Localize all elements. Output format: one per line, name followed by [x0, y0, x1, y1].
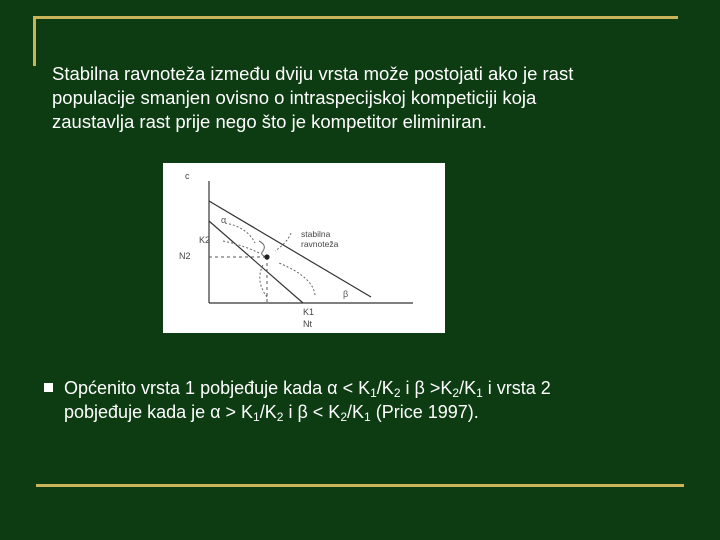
bullet-line-2-part-d: /K	[347, 402, 365, 422]
bullet-line-1-part-b: /K	[376, 378, 394, 398]
subscript: 1	[476, 386, 483, 400]
bullet-line-2-part-c: i β < K	[283, 402, 341, 422]
isocline-species-1	[209, 221, 303, 303]
subscript: 2	[393, 386, 401, 400]
isocline-species-2	[209, 201, 371, 297]
intro-line-3: zaustavlja rast prije nego što je kompetitor eliminiran.	[52, 111, 487, 132]
square-bullet-icon	[44, 383, 53, 392]
k1-label: K1	[303, 307, 315, 317]
diagram-svg	[163, 163, 445, 333]
n2-label: N2	[179, 251, 191, 261]
bullet-line-1-part-c: i β >K	[400, 378, 453, 398]
k2-label: K2	[199, 235, 211, 245]
bullet-line-1-part-d: /K	[459, 378, 477, 398]
frame-top-line	[33, 16, 678, 19]
trajectory-arrow-lower-right	[279, 263, 315, 295]
beta-label: β	[343, 289, 349, 299]
isocline-diagram	[163, 163, 445, 333]
equilibrium-label-line-2: ravnoteža	[301, 239, 339, 249]
bullet-text	[64, 376, 684, 424]
alpha-label: α	[221, 215, 227, 225]
intro-line-1: Stabilna ravnoteža između dviju vrsta može postojati ako je rast	[52, 63, 574, 84]
subscript: 1	[364, 410, 371, 424]
equilibrium-point	[264, 254, 269, 259]
frame-bottom-line	[36, 484, 684, 487]
subscript: 1	[253, 410, 260, 424]
intro-paragraph	[52, 62, 672, 134]
trajectory-arrow-lower	[260, 265, 267, 297]
bullet-line-1	[64, 376, 684, 400]
trajectory-arrow-left	[223, 241, 259, 253]
equilibrium-label-line-1: stabilna	[301, 229, 331, 239]
subscript: 2	[340, 410, 347, 424]
intro-line-2: populacije smanjen ovisno o intraspecijskoj kompeticiji koja	[52, 87, 537, 108]
subscript: 2	[276, 410, 284, 424]
n1-label: Nt	[303, 319, 312, 329]
frame-left-line	[33, 16, 36, 66]
spiral-arrow	[259, 241, 267, 257]
bullet-line-2-part-b: /K	[259, 402, 277, 422]
bullet-line-2	[64, 400, 684, 424]
bullet-line-2-part-a: pobjeđuje kada je α > K	[64, 402, 254, 422]
bullet-line-1-part-e: i vrsta 2	[482, 378, 551, 398]
bullet-line-1-part-a: Općenito vrsta 1 pobjeđuje kada α < K	[64, 378, 371, 398]
subscript: 2	[452, 386, 460, 400]
subscript: 1	[370, 386, 377, 400]
axis-letter-label: c	[185, 171, 190, 181]
bullet-line-2-part-e: (Price 1997).	[370, 402, 479, 422]
